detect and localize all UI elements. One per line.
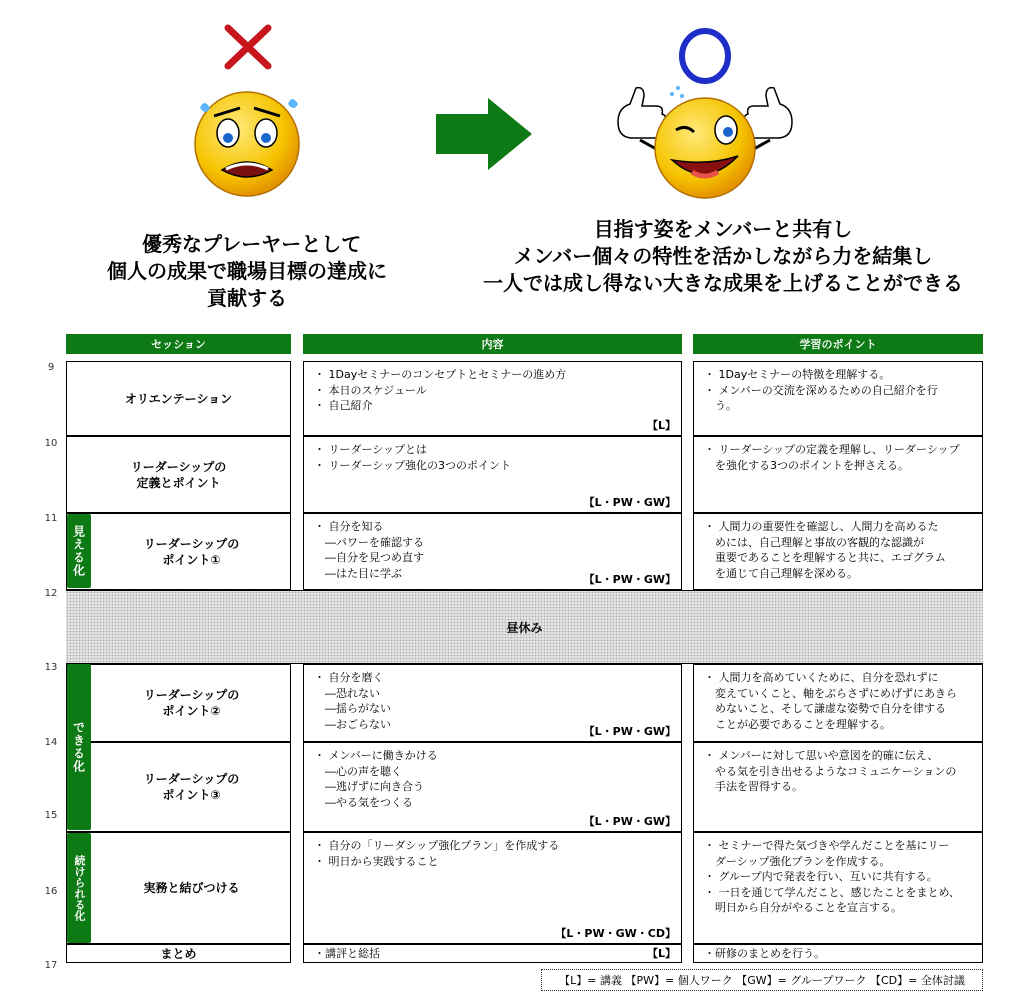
caption-line: メンバー個々の特性を活かしながら力を結集し (513, 244, 933, 268)
content-item: ・ 1Dayセミナーのコンセプトとセミナーの進め方 (314, 368, 567, 381)
hour-label: 16 (44, 886, 58, 897)
content-cell (303, 664, 682, 742)
session-title: リーダーシップの (143, 688, 240, 702)
left-caption (107, 231, 387, 312)
content-cell (303, 361, 682, 436)
session-cell (66, 513, 291, 590)
method-tag: 【L・PW・GW】 (583, 724, 676, 738)
content-item: ―心の声を聴く (314, 764, 402, 778)
content-item: ・講評と総括 (314, 947, 380, 960)
phase-label-dekiruka: できる化 (67, 664, 91, 830)
session-title: 定義とポイント (136, 475, 221, 490)
session-title: リーダーシップの (143, 772, 240, 786)
points-item: 手法を習得する。 (704, 780, 803, 793)
content-item: ・ 自分を磨く (314, 671, 384, 684)
points-item: 変えていくこと、軸をぶらさずにめげずにあきら (704, 686, 957, 700)
session-title: まとめ (160, 946, 197, 961)
content-item: ・ 自分を知る (314, 520, 384, 533)
content-item: ―逃げずに向き合う (314, 780, 424, 793)
content-cell (303, 944, 682, 963)
points-item: ダーシップ強化プランを作成する。 (704, 854, 891, 868)
hour-label: 12 (44, 588, 58, 599)
session-title: リーダーシップの (143, 536, 240, 551)
content-item: ―自分を見つめ直す (314, 551, 424, 564)
points-item: ・ セミナーで得た気づきや学んだことを基にリー (704, 839, 950, 852)
content-cell (303, 513, 682, 590)
session-cell (66, 436, 291, 513)
points-item: やる気を引き出せるようなコミュニケーションの (704, 764, 957, 778)
session-title: 実務と結びつける (143, 881, 240, 895)
content-item: ・ 自分の「リーダシップ強化プラン」を作成する (314, 839, 560, 852)
session-cell (66, 361, 291, 436)
lunch-break: 昼休み (66, 590, 983, 664)
content-item: ・ メンバーに働きかける (314, 749, 438, 762)
points-item: ・ 人間力の重要性を確認し、人間力を高めるた (704, 520, 939, 533)
points-item: を強化する3つのポイントを押さえる。 (704, 458, 909, 472)
hour-label: 14 (44, 737, 58, 748)
method-tag: 【L】 (646, 946, 676, 960)
phase-label-tsuzukerareruka: 続けられる化 (67, 833, 91, 943)
session-title: ポイント② (162, 704, 221, 718)
happy-face-icon (612, 82, 798, 206)
content-item: ・ 本日のスケジュール (314, 383, 427, 397)
caption-line: 目指す姿をメンバーと共有し (593, 217, 853, 241)
points-item: めないこと、そして謙虚な姿勢で自分を律する (704, 702, 946, 715)
points-cell (693, 742, 983, 832)
session-cell (66, 944, 291, 963)
right-caption (468, 216, 978, 297)
points-cell (693, 513, 983, 590)
session-title: オリエンテーション (124, 391, 233, 406)
content-cell (303, 436, 682, 513)
content-cell (303, 742, 682, 832)
content-item: ―揺らがない (314, 702, 391, 715)
points-cell (693, 436, 983, 513)
circle-icon (676, 26, 734, 86)
method-tag: 【L】 (646, 418, 676, 432)
points-cell (693, 944, 983, 963)
points-item: う。 (704, 399, 737, 412)
caption-line: 個人の成果で職場目標の達成に (107, 259, 387, 283)
session-cell (66, 832, 291, 944)
points-item: ・ 一日を通じて学んだこと、感じたことをまとめ、 (704, 885, 961, 899)
points-item: ・ 人間力を高めていくために、自分を恐れずに (704, 671, 939, 684)
content-item: ―はた目に学ぶ (314, 566, 402, 580)
content-item: ・ 明日から実践すること (314, 854, 439, 868)
content-item: ・ リーダーシップ強化の3つのポイント (314, 458, 512, 472)
points-cell (693, 832, 983, 944)
session-title: ポイント③ (162, 788, 221, 802)
caption-line: 一人では成し得ない大きな成果を上げることができる (483, 271, 963, 295)
points-item: ・ 1Dayセミナーの特徴を理解する。 (704, 368, 891, 381)
hour-label: 17 (44, 960, 58, 971)
header-session: セッション (66, 334, 291, 354)
points-item: ・ リーダーシップの定義を理解し、リーダーシップ (704, 443, 960, 456)
hour-label: 9 (47, 362, 55, 373)
points-item: 明日から自分がやることを宣言する。 (704, 901, 902, 914)
points-item: 重要であることを理解すると共に、エゴグラム (704, 551, 946, 564)
cross-icon (222, 22, 274, 72)
content-item: ―やる気をつくる (314, 795, 413, 809)
content-item: ―恐れない (314, 686, 380, 700)
caption-line: 優秀なプレーヤーとして (142, 232, 362, 256)
method-tag: 【L・PW・GW】 (583, 572, 676, 586)
method-tag: 【L・PW・GW】 (583, 495, 676, 509)
session-title: ポイント① (162, 552, 221, 567)
points-item: めには、自己理解と事故の客観的な認識が (704, 535, 924, 549)
content-item: ―おごらない (314, 717, 391, 731)
arrow-right-icon (436, 98, 534, 170)
session-cell (66, 742, 291, 832)
session-cell (66, 664, 291, 742)
legend: 【L】= 講義 【PW】= 個人ワーク 【GW】= グループワーク 【CD】= 全体討議 (541, 969, 983, 991)
points-cell (693, 664, 983, 742)
session-title: リーダーシップの (130, 459, 227, 474)
points-item: ・ グループ内で発表を行い、互いに共有する。 (704, 870, 938, 883)
points-item: を通じて自己理解を深める。 (704, 566, 858, 580)
worried-face-icon (180, 78, 310, 203)
header-points: 学習のポイント (693, 334, 983, 354)
points-item: ・ メンバーに対して思いや意図を的確に伝え、 (704, 749, 939, 762)
hour-label: 11 (44, 513, 58, 524)
points-item: ・研修のまとめを行う。 (704, 947, 825, 960)
method-tag: 【L・PW・GW】 (583, 814, 676, 828)
method-tag: 【L・PW・GW・CD】 (555, 926, 676, 940)
content-item: ―パワーを確認する (314, 535, 424, 549)
hour-label: 13 (44, 662, 58, 673)
header-content: 内容 (303, 334, 682, 354)
content-item: ・ リーダーシップとは (314, 443, 428, 456)
hour-label: 15 (44, 810, 58, 821)
phase-label-mieruka: 見える化 (67, 514, 91, 588)
content-cell (303, 832, 682, 944)
content-item: ・ 自己紹介 (314, 399, 373, 412)
points-item: ・ メンバーの交流を深めるための自己紹介を行 (704, 383, 938, 397)
caption-line: 貢献する (207, 286, 287, 310)
points-cell (693, 361, 983, 436)
points-item: ことが必要であることを理解する。 (704, 717, 891, 731)
hour-label: 10 (44, 438, 58, 449)
